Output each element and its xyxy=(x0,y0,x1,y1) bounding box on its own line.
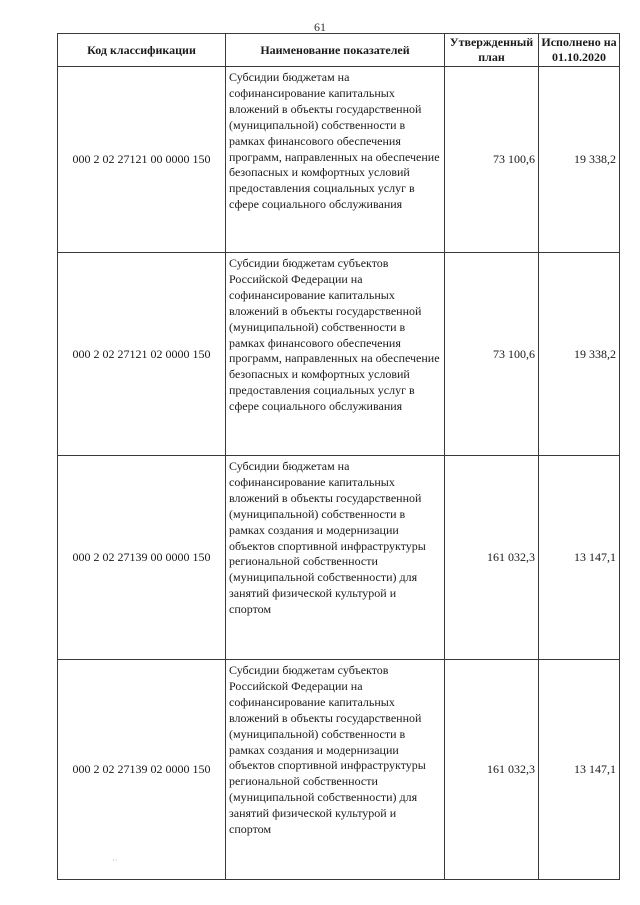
classification-code: 000 2 02 27121 00 0000 150 xyxy=(58,67,226,253)
indicator-name: Субсидии бюджетам субъектов Российской Федерации на софинансирование капитальных вложений в объекты государственной (муниципальной) собственности в рамках создания и модернизации объектов спортивной инфраструктуры региональной собственности (муниципальной собственности) для занятий физической культурой и спортом xyxy=(226,660,445,880)
page-number: 61 xyxy=(314,20,326,34)
scan-mark: ˙˙ xyxy=(112,858,118,867)
header-plan: Утвержденный план xyxy=(445,34,539,67)
indicator-name: Субсидии бюджетам на софинансирование капитальных вложений в объекты государственной (муниципальной) собственности в рамках создания и модернизации объектов спортивной инфраструктуры региональной собственности (муниципальной собственности) для занятий физической культурой и спортом xyxy=(226,456,445,660)
table-header-row xyxy=(58,34,620,67)
header-executed: Исполнено на 01.10.2020 xyxy=(539,34,620,67)
header-code: Код классификации xyxy=(58,34,226,67)
executed-value: 19 338,2 xyxy=(539,253,620,456)
classification-code: 000 2 02 27139 00 0000 150 xyxy=(58,456,226,660)
executed-value: 19 338,2 xyxy=(539,67,620,253)
approved-plan-value: 161 032,3 xyxy=(445,456,539,660)
approved-plan-value: 73 100,6 xyxy=(445,253,539,456)
table-row xyxy=(58,67,620,253)
table-row xyxy=(58,660,620,880)
table-row xyxy=(58,456,620,660)
budget-table xyxy=(57,33,620,880)
indicator-name: Субсидии бюджетам субъектов Российской Федерации на софинансирование капитальных вложений в объекты государственной (муниципальной) собственности в рамках финансового обеспечения программ, направленных на обеспечение безопасных и комфортных условий предоставления социальных услуг в сфере социального обслуживания xyxy=(226,253,445,456)
classification-code: 000 2 02 27139 02 0000 150 xyxy=(58,660,226,880)
classification-code: 000 2 02 27121 02 0000 150 xyxy=(58,253,226,456)
executed-value: 13 147,1 xyxy=(539,456,620,660)
approved-plan-value: 161 032,3 xyxy=(445,660,539,880)
executed-value: 13 147,1 xyxy=(539,660,620,880)
indicator-name: Субсидии бюджетам на софинансирование капитальных вложений в объекты государственной (муниципальной) собственности в рамках финансового обеспечения программ, направленных на обеспечение безопасных и комфортных условий предоставления социальных услуг в сфере социального обслуживания xyxy=(226,67,445,253)
approved-plan-value: 73 100,6 xyxy=(445,67,539,253)
header-name: Наименование показателей xyxy=(226,34,445,67)
table-row xyxy=(58,253,620,456)
